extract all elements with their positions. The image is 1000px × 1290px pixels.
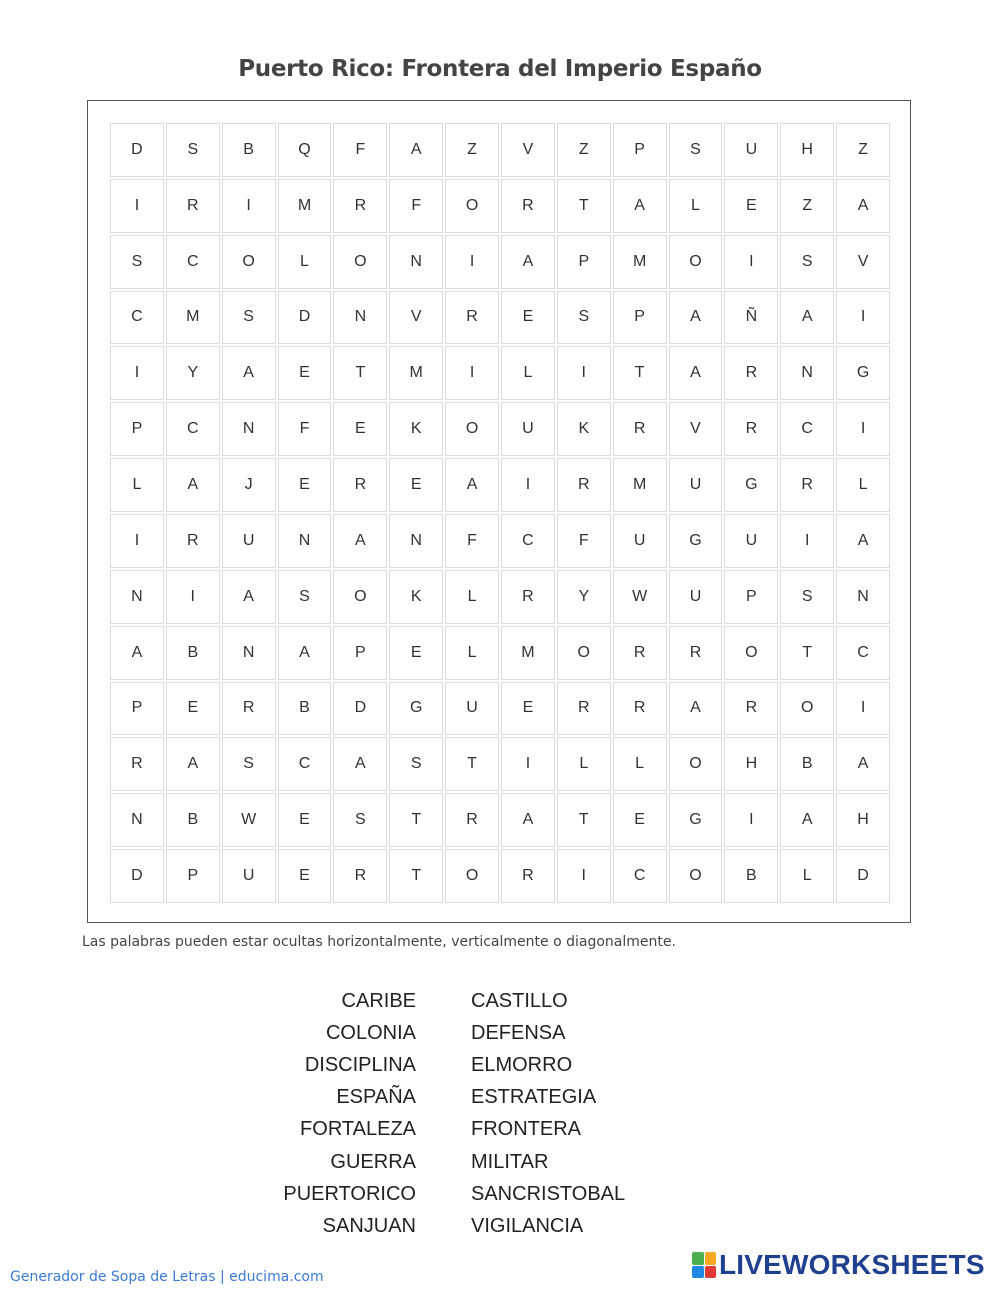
grid-cell[interactable]: C [166,402,220,456]
grid-cell[interactable]: M [613,458,667,512]
grid-cell[interactable]: Z [780,179,834,233]
word-row [200,1049,800,1081]
grid-cell[interactable]: U [724,514,778,568]
grid-cell[interactable]: R [613,682,667,736]
grid-cell[interactable]: G [724,458,778,512]
grid-cell[interactable]: I [501,458,555,512]
grid-cell[interactable]: S [110,235,164,289]
grid-cell[interactable]: N [389,514,443,568]
grid-cell[interactable]: S [780,235,834,289]
grid-cell[interactable]: H [836,793,890,847]
grid-cell[interactable]: L [501,346,555,400]
grid-cell[interactable]: E [278,849,332,903]
grid-cell[interactable]: P [333,626,387,680]
grid-cell[interactable]: A [669,346,723,400]
logo-square [705,1252,717,1265]
grid-cell[interactable]: D [836,849,890,903]
grid-cell[interactable]: B [278,682,332,736]
grid-cell[interactable]: L [613,737,667,791]
grid-cell[interactable]: O [669,235,723,289]
grid-cell[interactable]: D [278,291,332,345]
grid-cell[interactable]: F [389,179,443,233]
grid-cell[interactable]: S [333,793,387,847]
grid-cell[interactable]: T [389,849,443,903]
grid-cell[interactable]: O [445,179,499,233]
word-item: VIGILANCIA [471,1214,584,1237]
grid-cell[interactable]: R [613,626,667,680]
grid-cell[interactable]: P [724,570,778,624]
grid-cell[interactable]: E [278,458,332,512]
logo-square [692,1252,704,1265]
grid-cell[interactable]: R [166,514,220,568]
grid-cell[interactable]: R [780,458,834,512]
grid-cell[interactable]: M [613,235,667,289]
grid-cell[interactable]: N [278,514,332,568]
grid-cell[interactable]: C [278,737,332,791]
grid-cell[interactable]: F [333,123,387,177]
grid-cell[interactable]: C [501,514,555,568]
grid-cell[interactable]: E [166,682,220,736]
grid-cell[interactable]: I [724,235,778,289]
grid-cell[interactable]: T [780,626,834,680]
grid-cell[interactable]: V [669,402,723,456]
word-item: CASTILLO [471,989,568,1012]
grid-cell[interactable]: U [222,849,276,903]
grid-cell[interactable]: S [389,737,443,791]
grid-cell[interactable]: I [780,514,834,568]
grid-cell[interactable]: A [836,179,890,233]
word-list [200,985,800,1243]
grid-cell[interactable]: E [501,682,555,736]
grid-cell[interactable]: S [278,570,332,624]
word-item: FORTALEZA [300,1118,416,1141]
grid-cell[interactable]: E [278,346,332,400]
grid-cell[interactable]: C [836,626,890,680]
grid-cell[interactable]: A [222,346,276,400]
grid-cell[interactable]: Z [557,123,611,177]
word-item: COLONIA [325,1021,416,1044]
grid-cell[interactable]: P [166,849,220,903]
grid-cell[interactable]: D [333,682,387,736]
grid-cell[interactable]: P [110,402,164,456]
grid-cell[interactable]: T [613,346,667,400]
grid-cell[interactable]: F [557,514,611,568]
grid-cell[interactable]: O [724,626,778,680]
grid-cell[interactable]: E [278,793,332,847]
liveworksheets-logo-text: LIVEWORKSHEETS [719,1249,985,1280]
grid-cell[interactable]: I [110,346,164,400]
grid-cell[interactable]: G [389,682,443,736]
grid-cell[interactable]: M [501,626,555,680]
grid-cell[interactable]: K [389,570,443,624]
grid-cell[interactable]: N [333,291,387,345]
grid-cell[interactable]: I [222,179,276,233]
grid-cell[interactable]: N [780,346,834,400]
word-item: PUERTORICO [283,1182,416,1205]
grid-cell[interactable]: K [389,402,443,456]
grid-cell[interactable]: I [110,514,164,568]
grid-cell[interactable]: L [836,458,890,512]
grid-cell[interactable]: N [222,402,276,456]
grid-cell[interactable]: A [836,737,890,791]
grid-cell[interactable]: V [836,235,890,289]
grid-cell[interactable]: Y [166,346,220,400]
grid-cell[interactable]: K [557,402,611,456]
grid-cell[interactable]: O [557,626,611,680]
grid-cell[interactable]: Z [445,123,499,177]
grid-cell[interactable]: F [445,514,499,568]
grid-cell[interactable]: B [724,849,778,903]
word-item: MILITAR [471,1150,549,1173]
grid-cell[interactable]: M [389,346,443,400]
grid-cell[interactable]: O [333,235,387,289]
grid-cell[interactable]: I [557,849,611,903]
grid-cell[interactable]: A [669,291,723,345]
grid-cell[interactable]: R [724,346,778,400]
grid-cell[interactable]: E [724,179,778,233]
grid-cell[interactable]: R [557,682,611,736]
grid-cell[interactable]: U [222,514,276,568]
grid-cell[interactable]: S [780,570,834,624]
grid-cell[interactable]: E [333,402,387,456]
grid-cell[interactable]: G [836,346,890,400]
grid-cell[interactable]: R [501,849,555,903]
word-item: SANJUAN [322,1214,416,1237]
grid-cell[interactable]: A [278,626,332,680]
grid-cell[interactable]: B [222,123,276,177]
grid-cell[interactable]: E [613,793,667,847]
grid-cell[interactable]: I [557,346,611,400]
word-item: SANCRISTOBAL [471,1182,626,1205]
grid-cell[interactable]: A [669,682,723,736]
grid-cell[interactable]: L [780,849,834,903]
grid-cell[interactable]: O [669,737,723,791]
grid-cell[interactable]: Y [557,570,611,624]
grid-cell[interactable]: R [166,179,220,233]
grid-cell[interactable]: I [166,570,220,624]
grid-cell[interactable]: P [613,291,667,345]
word-row [200,1210,800,1242]
grid-cell[interactable]: R [613,402,667,456]
grid-cell[interactable]: N [222,626,276,680]
grid-cell[interactable]: C [780,402,834,456]
grid-cell[interactable]: D [110,849,164,903]
grid-cell[interactable]: F [278,402,332,456]
grid-cell[interactable]: I [501,737,555,791]
grid-cell[interactable]: R [445,291,499,345]
grid-cell[interactable]: A [333,737,387,791]
letter-grid [110,123,890,903]
grid-cell[interactable]: I [110,179,164,233]
grid-cell[interactable]: L [278,235,332,289]
word-row [200,1146,800,1178]
grid-cell[interactable]: U [501,402,555,456]
grid-cell[interactable]: R [445,793,499,847]
word-item: DEFENSA [471,1021,566,1044]
grid-cell[interactable]: R [222,682,276,736]
grid-cell[interactable]: L [557,737,611,791]
grid-cell[interactable]: N [389,235,443,289]
grid-cell[interactable]: A [445,458,499,512]
grid-cell[interactable]: I [445,346,499,400]
grid-cell[interactable]: I [836,291,890,345]
grid-cell[interactable]: V [389,291,443,345]
grid-cell[interactable]: A [613,179,667,233]
grid-cell[interactable]: R [501,179,555,233]
grid-cell[interactable]: S [222,291,276,345]
grid-cell[interactable]: C [613,849,667,903]
word-item: DISCIPLINA [304,1053,416,1076]
grid-cell[interactable]: M [278,179,332,233]
instructions-text: Las palabras pueden estar ocultas horizontalmente, verticalmente o diagonalmente. [82,934,676,950]
grid-cell[interactable]: A [780,793,834,847]
grid-cell[interactable]: N [836,570,890,624]
grid-cell[interactable]: R [333,179,387,233]
grid-cell[interactable]: W [222,793,276,847]
grid-cell[interactable]: E [389,458,443,512]
grid-cell[interactable]: A [501,793,555,847]
grid-cell[interactable]: O [222,235,276,289]
grid-cell[interactable]: U [669,570,723,624]
grid-cell[interactable]: R [724,682,778,736]
grid-cell[interactable]: T [389,793,443,847]
grid-cell[interactable]: B [166,626,220,680]
grid-cell[interactable]: A [166,458,220,512]
liveworksheets-logo[interactable] [692,1249,985,1281]
grid-cell[interactable]: A [501,235,555,289]
grid-cell[interactable]: T [333,346,387,400]
grid-cell[interactable]: A [166,737,220,791]
word-item: FRONTERA [471,1118,581,1141]
grid-cell[interactable]: O [333,570,387,624]
grid-cell[interactable]: H [780,123,834,177]
grid-cell[interactable]: Z [836,123,890,177]
grid-cell[interactable]: A [780,291,834,345]
grid-cell[interactable]: O [780,682,834,736]
grid-cell[interactable]: B [780,737,834,791]
grid-cell[interactable]: R [333,849,387,903]
grid-cell[interactable]: L [445,626,499,680]
grid-cell[interactable]: R [724,402,778,456]
grid-cell[interactable]: I [445,235,499,289]
grid-cell[interactable]: U [724,123,778,177]
logo-square [692,1266,704,1279]
grid-cell[interactable]: A [333,514,387,568]
word-item: ESPAÑA [336,1086,416,1109]
grid-cell[interactable]: O [445,849,499,903]
word-item: ELMORRO [471,1053,573,1076]
grid-cell[interactable]: R [333,458,387,512]
grid-cell[interactable]: M [166,291,220,345]
grid-cell[interactable]: B [166,793,220,847]
grid-cell[interactable]: S [222,737,276,791]
grid-cell[interactable]: V [501,123,555,177]
logo-square [705,1266,717,1279]
grid-cell[interactable]: S [166,123,220,177]
grid-cell[interactable]: D [110,123,164,177]
grid-cell[interactable]: E [389,626,443,680]
grid-cell[interactable]: O [445,402,499,456]
grid-cell[interactable]: A [836,514,890,568]
grid-cell[interactable]: U [445,682,499,736]
word-row [200,1178,800,1210]
grid-cell[interactable]: S [669,123,723,177]
grid-cell[interactable]: R [557,458,611,512]
grid-cell[interactable]: G [669,514,723,568]
grid-cell[interactable]: Q [278,123,332,177]
grid-cell[interactable]: T [557,179,611,233]
grid-cell[interactable]: G [669,793,723,847]
grid-cell[interactable]: J [222,458,276,512]
word-row [200,985,800,1017]
word-row [200,1082,800,1114]
word-item: ESTRATEGIA [471,1086,597,1109]
grid-cell[interactable]: T [445,737,499,791]
grid-cell[interactable]: E [501,291,555,345]
grid-cell[interactable]: I [724,793,778,847]
word-item: GUERRA [330,1150,416,1173]
grid-cell[interactable]: C [110,291,164,345]
grid-cell[interactable]: U [669,458,723,512]
generator-link[interactable]: Generador de Sopa de Letras | educima.com [10,1269,324,1285]
grid-cell[interactable]: P [557,235,611,289]
grid-cell[interactable]: A [222,570,276,624]
grid-cell[interactable]: R [669,626,723,680]
grid-cell[interactable]: L [110,458,164,512]
word-row [200,1114,800,1146]
grid-cell[interactable]: L [669,179,723,233]
grid-cell[interactable]: C [166,235,220,289]
grid-cell[interactable]: N [110,570,164,624]
grid-cell[interactable]: P [110,682,164,736]
grid-cell[interactable]: N [110,793,164,847]
page-title: Puerto Rico: Frontera del Imperio Españo [238,56,762,82]
grid-cell[interactable]: L [445,570,499,624]
grid-cell[interactable]: P [613,123,667,177]
liveworksheets-logo-icon [692,1252,716,1278]
grid-cell[interactable]: H [724,737,778,791]
grid-cell[interactable]: A [110,626,164,680]
grid-cell[interactable]: O [669,849,723,903]
grid-cell[interactable]: W [613,570,667,624]
grid-cell[interactable]: T [557,793,611,847]
grid-cell[interactable]: R [110,737,164,791]
word-row [200,1017,800,1049]
word-item: CARIBE [341,989,416,1012]
grid-cell[interactable]: A [389,123,443,177]
grid-cell[interactable]: Ñ [724,291,778,345]
grid-cell[interactable]: S [557,291,611,345]
grid-cell[interactable]: I [836,682,890,736]
grid-cell[interactable]: U [613,514,667,568]
grid-cell[interactable]: R [501,570,555,624]
grid-cell[interactable]: I [836,402,890,456]
